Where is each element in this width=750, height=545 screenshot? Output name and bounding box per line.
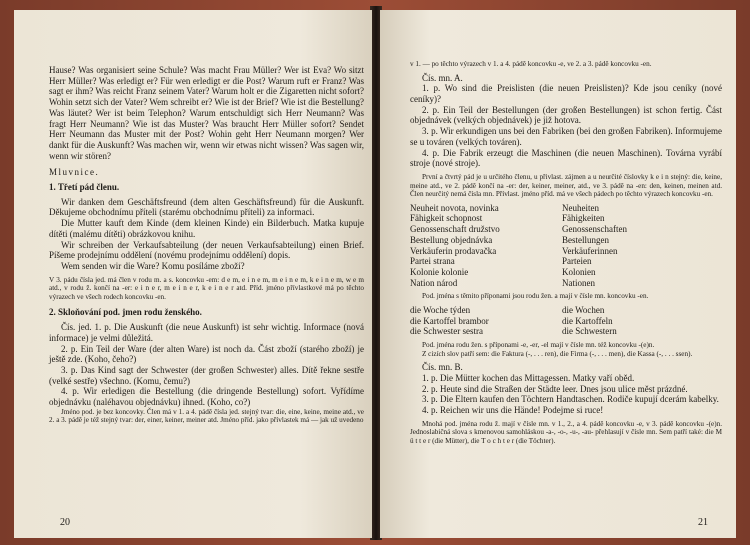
section-2-title: 2. Skloňování pod. jmen rodu ženského. (49, 307, 202, 318)
s2-grammar-note: Jméno pod. je bez koncovky. Člen má v 1. a 4. pádě čísla jed. stejný tvar: die, eine, keine, meine atd., ve 2. a 3. pádě je též stejný tvar: der, einer, keiner, meiner atd. Jméno příd. jako přívlastek má — jak už uvedeno (49, 407, 364, 425)
vocab-singular: Nation národ (410, 277, 458, 288)
vocab-row (410, 224, 722, 235)
s1-paragraph-4: Wem senden wir die Ware? Komu posíláme zboží? (61, 260, 245, 271)
a-paragraph-2: 2. p. Ein Teil der Bestellungen (der großen Bestellungen) ist schon fertig. Část objednávek (velkých objednávek) je již hotova. (410, 104, 722, 126)
intro-note: v 1. — po těchto výrazech v 1. a 4. pádě koncovku -e, ve 2. a 3. pádě koncovku -en. (410, 60, 652, 68)
vocab-singular: Genossenschaft družstvo (410, 224, 500, 235)
s2-paragraph-4: 4. p. Wir erledigen die Bestellung (die dringende Bestellung) sofort. Vyřídíme objednávku (naléhavou objednávku) ihned. (Koho, co?) (49, 386, 364, 408)
vocab-plural: die Wochen (562, 304, 605, 315)
s1-paragraph-2: Die Mutter kauft dem Kinde (dem kleinen Kinde) ein Bilderbuch. Matka kupuje dítěti (malému dítěti) obrázkovou knihu. (49, 218, 364, 239)
section-1-title: 1. Třetí pád členu. (49, 182, 120, 193)
b-paragraph-4: 4. p. Reichen wir uns die Hände! Podejme si ruce! (422, 405, 604, 416)
plural-b-label: Čís. mn. B. (422, 362, 463, 373)
a-paragraph-3: 3. p. Wir erkundigen uns bei den Fabriken (bei den großen Fabriken). Informujeme se u továren (velkých továren). (410, 126, 722, 147)
vocab-row (410, 256, 722, 267)
vocab-row (410, 213, 722, 224)
vocab-row (410, 305, 722, 316)
vocab-row (410, 326, 722, 337)
vocabulary-table (410, 203, 722, 289)
vocab-singular: Bestellung objednávka (410, 234, 493, 245)
vocab-singular: die Woche týden (410, 304, 471, 315)
a-grammar-note: První a čtvrtý pád je u určitého členu, u přivlast. zájmen a u neurčité číslovky k e i n stejný: die, keine, meine atd., ve 2. pádě končí na -er: der, keiner, meiner, atd., ve 3. pádě na -en: den, keinen, meinen atd. Člen neurčitý nemá čísla mn. Přívlast. jméno příd. má ve všech pádech po těchto výrazech koncovku -en. (410, 172, 722, 199)
left-page (14, 10, 372, 538)
vocab-plural: die Schwestern (562, 326, 617, 337)
b-paragraph-3: 3. p. Die Eltern kaufen den Töchtern Handtaschen. Rodiče kupují dcerám kabelky. (422, 394, 719, 405)
opening-paragraph: Hause? Was organisiert seine Schule? Was macht Frau Müller? Wer ist Eva? Wo sitzt Herr Müller? Was erledigt er? Für wen erledigt er die Post? Warum ruft er Franz? Was sagt er ihm? Was reicht Franz seinem Vater? Warum holt er die Zigaretten nicht sofort? Wohin setzt sich der Vater? Wem schreibt er? Wie ist der Brief? Wie ist die Bestellung? Was läutet? Wer ist beim Telephon? Warum entschuldigt sich Herr Neumann? Was fragt Herr Neumann? Wie ist das Muster? Was braucht Herr Müller sofort? Sendet Herr Neumann das Muster mit der Post? Wohin geht Herr Neumann morgen? Wer dankt für die Auskunft? Was machen wir, wenn wir etwas nicht wissen? Was sagen wir, wenn wir stören? (49, 65, 364, 161)
s2-paragraph-1: Čís. jed. 1. p. Die Auskunft (die neue Auskunft) ist sehr wichtig. Informace (nová informace) je velmi důležitá. (49, 322, 364, 343)
section-heading: Mluvnice. (49, 167, 100, 178)
right-page (380, 10, 736, 538)
s2-paragraph-2: 2. p. Ein Teil der Ware (der alten Ware) ist noch da. Část zboží (starého zboží) je ještě zde. (Koho, čeho?) (49, 343, 364, 365)
vocab-plural: Verkäuferinnen (562, 245, 618, 256)
vocab-plural: Genossenschaften (562, 224, 627, 235)
b-paragraph-2: 2. p. Heute sind die Straßen der Städte leer. Dnes jsou ulice měst prázdné. (422, 383, 688, 394)
vocab-singular: Kolonie kolonie (410, 266, 469, 277)
foreign-words-note: Z cizích slov patří sem: die Faktura (-, . . . ren), die Firma (-, . . . men), die Kassa (-, . . . ssen). (422, 349, 693, 358)
b-grammar-note: Mnohá pod. jména rodu ž. mají v čísle mn. v 1., 2., a 4. pádě koncovku -e, v 3. pádě koncovku -(e)n. Jednoslabičná slova s kmenovou samohláskou -a-, -o-, -u-, -au- přehlasují v čísle mn. Sem patří také: die M ü t t e r (die Mütter), die T o c h t e r (die Töchter). (410, 419, 722, 445)
vocab-singular: die Kartoffel brambor (410, 315, 489, 326)
vocab-singular: die Schwester sestra (410, 326, 483, 337)
a-paragraph-1: 1. p. Wo sind die Preislisten (die neuen Preislisten)? Kde jsou ceníky (nové ceníky)? (410, 83, 722, 104)
vocab-row (410, 278, 722, 289)
vocab-plural: Kolonien (562, 266, 596, 277)
vocab-plural: Bestellungen (562, 234, 609, 245)
s1-paragraph-3: Wir schreiben der Verkaufsabteilung (der neuen Verkaufsabteilung) einen Brief. Píšeme prodejnímu oddělení (novému prodejnímu oddělení) dopis. (49, 239, 364, 261)
en-plural-table (410, 305, 722, 337)
vocab-singular: Partei strana (410, 256, 455, 267)
s1-grammar-note: V 3. pádu čísla jed. má člen v rodu m. a s. koncovku -em: d e m, e i n e m, m e i n e m, k e i n e m, w e m atd., v rodu ž. končí na -er: e i n e r, m e i n e r, k e i n e r atd. Příd. jméno přívlastkové má po těchto výrazech ve všech rodech koncovku -en. (49, 275, 364, 301)
b-paragraph-1: 1. p. Die Mütter kochen das Mittagessen. Matky vaří oběd. (422, 372, 635, 383)
plural-a-label: Čís. mn. A. (422, 72, 463, 83)
vocab-singular: Fähigkeit schopnost (410, 213, 483, 224)
ending-note: Pod. jména rodu žen. s příponami -e, -er, -el mají v čísle mn. též koncovku -(e)n. (422, 341, 655, 350)
s1-paragraph-1: Wir danken dem Geschäftsfreund (dem alten Geschäftsfreund) für die Auskunft. Děkujeme obchodnímu příteli (starému obchodnímu příteli) za informaci. (49, 196, 364, 218)
page-number-left: 20 (60, 517, 70, 528)
suffix-note: Pod. jména s těmito příponami jsou rodu žen. a mají v čísle mn. koncovku -en. (422, 292, 649, 301)
vocab-singular: Neuheit novota, novinka (410, 202, 499, 213)
vocab-plural: Nationen (562, 277, 595, 288)
s2-paragraph-3: 3. p. Das Kind sagt der Schwester (der großen Schwester) alles. Dítě řekne sestře (velké sestře) všechno. (Komu, čemu?) (49, 364, 364, 386)
vocab-row (410, 235, 722, 246)
vocab-plural: Fähigkeiten (562, 213, 605, 224)
vocab-row (410, 316, 722, 327)
vocab-plural: Parteien (562, 256, 592, 267)
vocab-row (410, 203, 722, 214)
vocab-row (410, 246, 722, 257)
vocab-singular: Verkäuferin prodavačka (410, 245, 497, 256)
vocab-plural: die Kartoffeln (562, 315, 613, 326)
vocab-plural: Neuheiten (562, 202, 599, 213)
a-paragraph-4: 4. p. Die Fabrik erzeugt die Maschinen (die neuen Maschinen). Továrna vyrábí stroje (nové stroje). (410, 147, 722, 169)
vocab-row (410, 267, 722, 278)
page-number-right: 21 (698, 517, 708, 528)
